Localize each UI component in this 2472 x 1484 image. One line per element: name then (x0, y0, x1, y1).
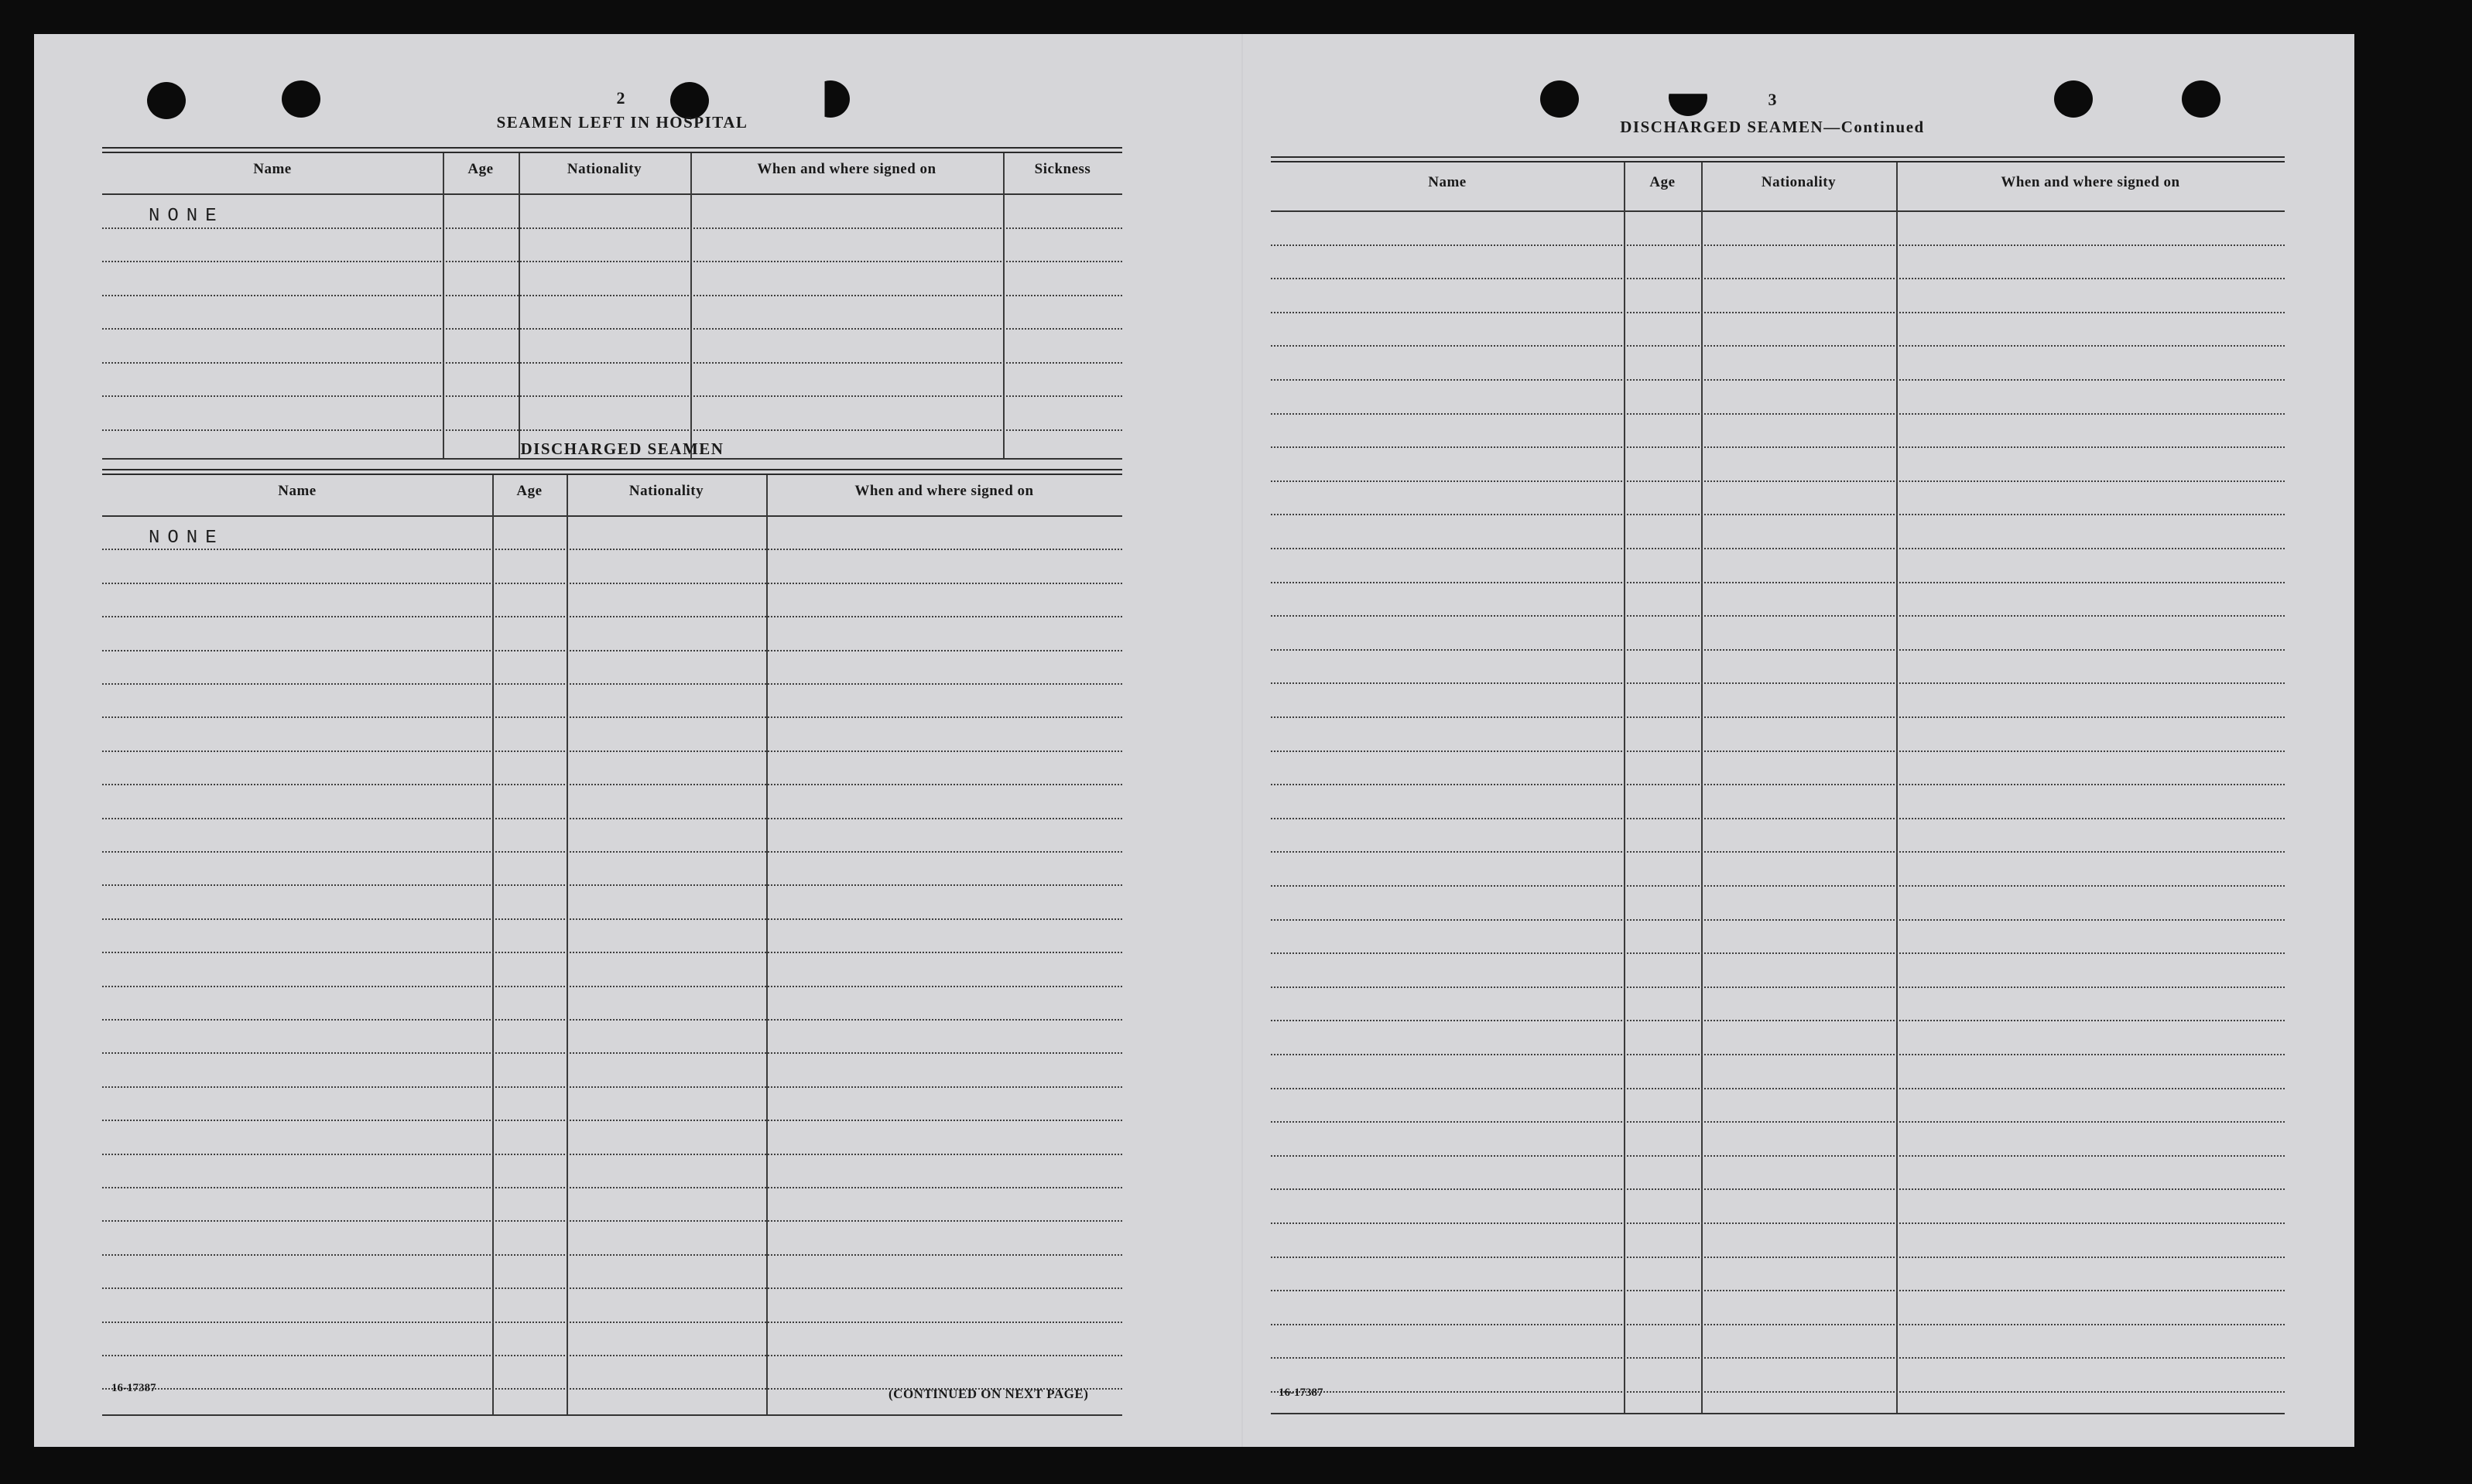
punch-hole (147, 82, 186, 119)
row-line (102, 1287, 1122, 1289)
ledger-sheet (34, 34, 2354, 1447)
row-line (102, 1086, 1122, 1088)
row-line (1271, 278, 2285, 279)
continued-table (1271, 156, 2285, 1413)
column-header: When and where signed on (2001, 174, 2180, 190)
typed-entry: NONE (149, 206, 224, 227)
row-line (102, 616, 1122, 617)
column-divider (690, 153, 692, 458)
punch-hole (811, 80, 850, 118)
row-line (102, 1220, 1122, 1222)
row-line (102, 818, 1122, 819)
continued-note: (CONTINUED ON NEXT PAGE) (888, 1387, 1089, 1401)
column-header: Age (1649, 174, 1676, 190)
column-header: Nationality (628, 483, 704, 499)
row-line (1271, 1257, 2285, 1258)
punch-hole (1540, 80, 1579, 118)
row-line (102, 884, 1122, 886)
row-line (102, 362, 1122, 364)
row-line (1271, 1088, 2285, 1089)
form-number-right: 16-17387 (1279, 1387, 1323, 1399)
row-line (102, 683, 1122, 685)
row-line (102, 650, 1122, 651)
row-line (102, 1052, 1122, 1054)
row-line (102, 227, 1122, 229)
column-header: Nationality (1761, 174, 1837, 190)
row-line (1271, 1222, 2285, 1224)
row-line (102, 1254, 1122, 1256)
row-line (1271, 1357, 2285, 1359)
row-line (1271, 480, 2285, 482)
column-header: When and where signed on (854, 483, 1034, 499)
header-rule (102, 193, 1122, 195)
column-header: Age (467, 161, 494, 177)
punch-hole (1669, 79, 1707, 116)
row-line (102, 986, 1122, 987)
row-line (102, 716, 1122, 718)
column-header: Sickness (1034, 161, 1091, 177)
row-line (1271, 784, 2285, 785)
row-line (1271, 818, 2285, 819)
row-line (102, 328, 1122, 330)
column-header: Nationality (567, 161, 642, 177)
row-line (1271, 345, 2285, 347)
bottom-rule (1271, 1413, 2285, 1414)
row-line (102, 1187, 1122, 1188)
header-rule (102, 515, 1122, 517)
row-line (1271, 885, 2285, 887)
row-line (1271, 1054, 2285, 1055)
row-line (102, 851, 1122, 853)
column-divider (443, 153, 444, 458)
punch-hole (2054, 80, 2093, 118)
column-divider (519, 153, 520, 458)
typed-entry: NONE (149, 528, 224, 549)
discharged-table (102, 469, 1122, 1414)
row-line (1271, 582, 2285, 583)
page-fold (1241, 34, 1243, 1447)
punch-hole (282, 80, 320, 118)
column-header: Age (516, 483, 543, 499)
row-line (1271, 919, 2285, 921)
column-divider (1701, 162, 1703, 1413)
punch-hole (2182, 80, 2220, 118)
bottom-rule (102, 1414, 1122, 1416)
row-line (1271, 548, 2285, 549)
top-double-rule (102, 469, 1122, 470)
row-line (102, 751, 1122, 752)
column-divider (1624, 162, 1625, 1413)
top-double-rule (102, 147, 1122, 149)
row-line (1271, 1121, 2285, 1123)
row-line (102, 549, 1122, 550)
column-header: Name (1428, 174, 1467, 190)
page-number-left: 2 (616, 88, 625, 108)
row-line (1271, 312, 2285, 313)
row-line (1271, 1188, 2285, 1190)
hospital-section-title: SEAMEN LEFT IN HOSPITAL (496, 113, 748, 132)
row-line (1271, 952, 2285, 954)
discharged-section-title: DISCHARGED SEAMEN (520, 439, 724, 458)
row-line (1271, 1155, 2285, 1157)
hospital-table (102, 147, 1122, 458)
row-line (1271, 986, 2285, 988)
row-line (102, 1322, 1122, 1323)
row-line (1271, 751, 2285, 752)
row-line (102, 295, 1122, 296)
row-line (102, 1355, 1122, 1356)
row-line (102, 429, 1122, 431)
row-line (102, 784, 1122, 785)
row-line (102, 583, 1122, 584)
row-line (1271, 514, 2285, 515)
top-double-rule (1271, 156, 2285, 158)
row-line (102, 1019, 1122, 1021)
row-line (102, 952, 1122, 953)
row-line (1271, 1324, 2285, 1325)
row-line (1271, 649, 2285, 651)
row-line (1271, 682, 2285, 684)
row-line (1271, 615, 2285, 617)
row-line (1271, 1391, 2285, 1393)
column-header: Name (278, 483, 317, 499)
row-line (102, 918, 1122, 920)
column-header: Name (253, 161, 292, 177)
row-line (102, 1120, 1122, 1121)
form-number-left: 16-17387 (111, 1382, 156, 1394)
row-line (1271, 446, 2285, 448)
header-rule (1271, 210, 2285, 212)
row-line (1271, 244, 2285, 246)
row-line (102, 1154, 1122, 1155)
column-divider (1896, 162, 1898, 1413)
column-divider (1003, 153, 1005, 458)
row-line (1271, 1020, 2285, 1021)
column-header: When and where signed on (757, 161, 936, 177)
continued-section-title: DISCHARGED SEAMEN—Continued (1620, 118, 1925, 136)
row-line (1271, 413, 2285, 415)
row-line (1271, 1290, 2285, 1291)
row-line (102, 261, 1122, 262)
page-number-right: 3 (1768, 90, 1777, 109)
row-line (1271, 851, 2285, 853)
row-line (1271, 716, 2285, 718)
row-line (102, 395, 1122, 397)
row-line (1271, 379, 2285, 381)
